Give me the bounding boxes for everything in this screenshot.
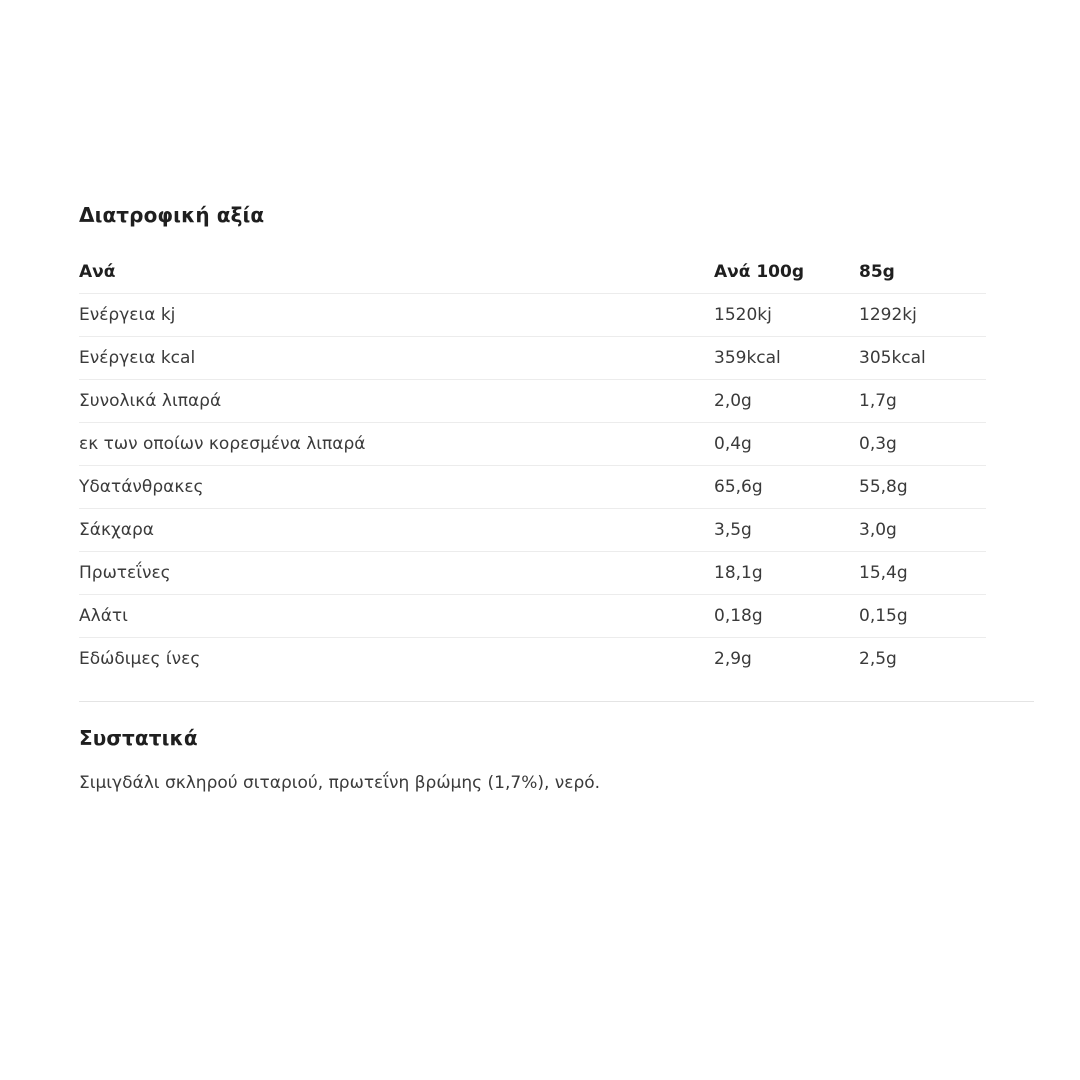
nutrient-per-100g: 65,6g [714, 466, 859, 509]
table-row [79, 466, 986, 509]
nutrient-per-100g: 1520kj [714, 294, 859, 337]
nutrient-per-100g: 18,1g [714, 552, 859, 595]
nutrient-per-100g: 0,18g [714, 595, 859, 638]
nutrient-per-100g: 2,0g [714, 380, 859, 423]
section-divider [79, 701, 1034, 702]
nutrient-portion: 0,3g [859, 423, 986, 466]
table-row [79, 380, 986, 423]
table-row [79, 337, 986, 380]
column-header-per-100g: Ανά 100g [714, 251, 859, 294]
nutrient-per-100g: 3,5g [714, 509, 859, 552]
ingredients-text: Σιμιγδάλι σκληρού σιταριού, πρωτεΐνη βρώμης (1,7%), νερό. [79, 773, 601, 793]
nutrient-name: Ενέργεια kcal [79, 337, 714, 380]
nutrient-name: Εδώδιμες ίνες [79, 649, 201, 669]
column-header-portion: 85g [859, 251, 986, 294]
nutrient-portion: 0,15g [859, 595, 986, 638]
nutrient-portion: 1292kj [859, 294, 986, 337]
nutrient-portion: 3,0g [859, 509, 986, 552]
nutrient-name: Ενέργεια kj [79, 294, 714, 337]
table-row [79, 294, 986, 337]
nutrient-name: εκ των οποίων κορεσμένα λιπαρά [79, 423, 714, 466]
nutrient-per-100g: 0,4g [714, 423, 859, 466]
table-row [79, 552, 986, 595]
nutrient-portion: 55,8g [859, 466, 986, 509]
nutrient-name: Συνολικά λιπαρά [79, 380, 714, 423]
table-row [79, 595, 986, 638]
nutrition-table [79, 251, 986, 680]
nutrient-per-100g: 359kcal [714, 337, 859, 380]
column-header-name: Ανά [79, 251, 714, 294]
nutrient-name: Πρωτεΐνες [79, 552, 714, 595]
nutrient-portion: 2,5g [859, 649, 897, 669]
table-row [79, 509, 986, 552]
table-row [79, 423, 986, 466]
table-row [79, 638, 986, 681]
table-header-row [79, 251, 986, 294]
nutrient-portion: 1,7g [859, 380, 986, 423]
nutrition-title: Διατροφική αξία [79, 203, 265, 227]
nutrient-portion: 305kcal [859, 337, 986, 380]
nutrient-portion: 15,4g [859, 552, 986, 595]
nutrient-name: Σάκχαρα [79, 509, 714, 552]
ingredients-title: Συστατικά [79, 726, 198, 750]
nutrient-name: Υδατάνθρακες [79, 466, 714, 509]
nutrient-name: Αλάτι [79, 595, 714, 638]
nutrient-per-100g: 2,9g [714, 649, 752, 669]
